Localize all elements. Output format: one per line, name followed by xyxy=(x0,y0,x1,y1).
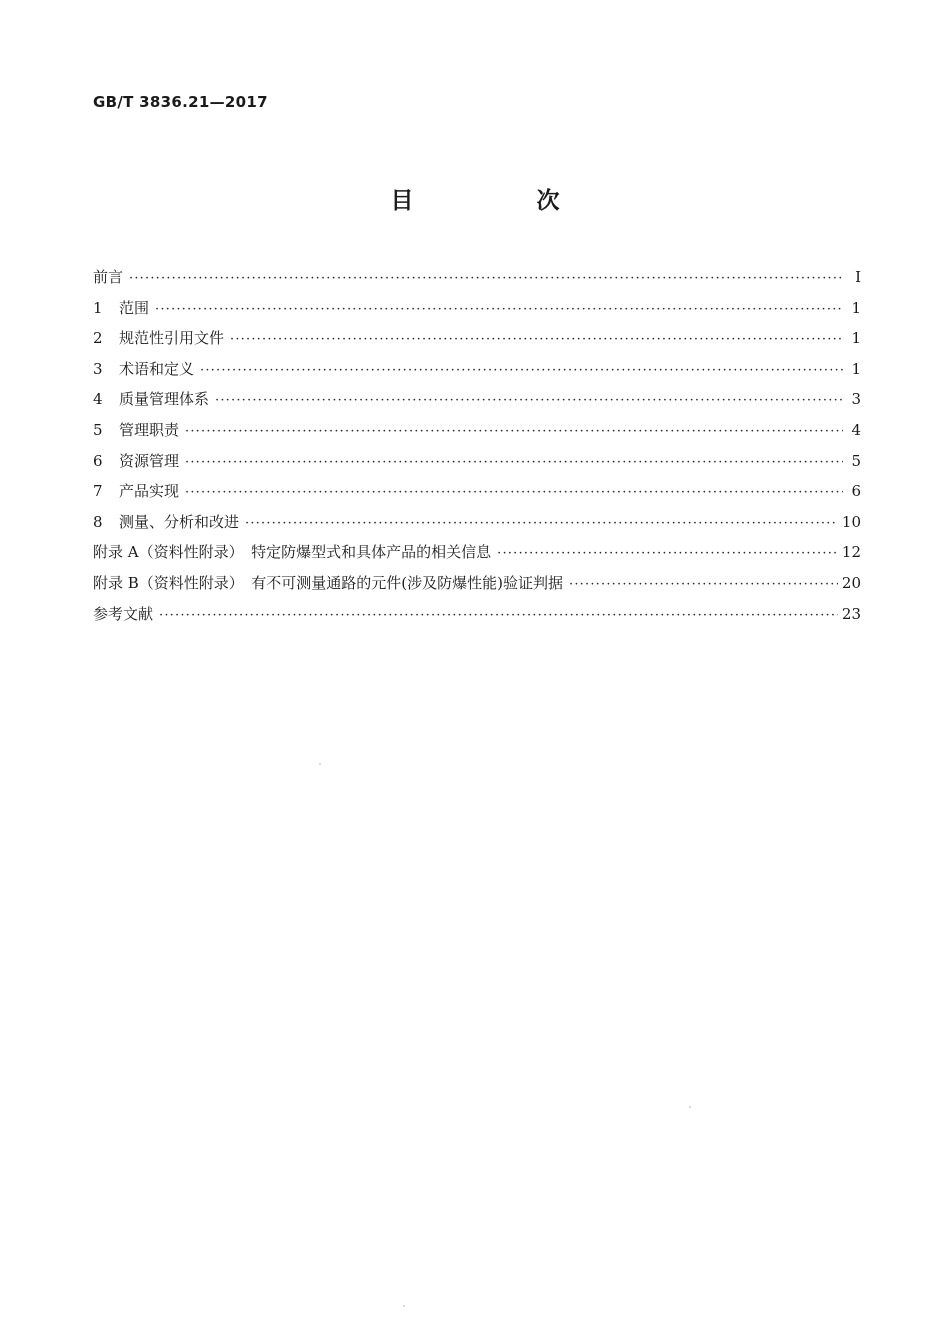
toc-title: 目 次 xyxy=(390,188,610,214)
toc-entry-label: 资源管理 xyxy=(119,451,180,470)
scan-speck xyxy=(403,1305,405,1307)
toc-entry-foreword[interactable] xyxy=(93,262,861,293)
dot-leader xyxy=(245,509,838,540)
toc-entry-page: 1 xyxy=(851,329,861,348)
toc-entry-label: 范围 xyxy=(119,298,150,317)
toc-entry-label: 质量管理体系 xyxy=(119,390,210,409)
toc-entry-label: 参考文献 xyxy=(93,604,154,623)
toc-entry-page: 10 xyxy=(841,512,861,531)
toc-entry-label: 附录 A（资料性附录） 特定防爆型式和具体产品的相关信息 xyxy=(93,543,492,562)
toc-entry-number: 1 xyxy=(93,298,103,317)
toc-entry-number: 2 xyxy=(93,329,103,348)
toc-entry-label: 测量、分析和改进 xyxy=(119,512,240,531)
toc-entry-page: 20 xyxy=(841,573,861,592)
toc-entry-terms-definitions[interactable] xyxy=(93,354,861,385)
toc-entry-bibliography[interactable] xyxy=(93,599,861,630)
toc-entry-page: 3 xyxy=(851,390,861,409)
dot-leader xyxy=(185,448,843,479)
dot-leader xyxy=(185,478,843,509)
toc-entry-measurement-analysis-improvement[interactable] xyxy=(93,507,861,538)
toc-entry-number: 8 xyxy=(93,512,103,531)
toc-entry-annex-b[interactable] xyxy=(93,568,861,599)
toc-entry-management-responsibility[interactable] xyxy=(93,415,861,446)
dot-leader xyxy=(215,386,843,417)
toc-entry-label: 管理职责 xyxy=(119,420,180,439)
dot-leader xyxy=(159,601,838,632)
toc-entry-number: 4 xyxy=(93,390,103,409)
toc-entry-annex-a[interactable] xyxy=(93,537,861,568)
dot-leader xyxy=(155,295,843,326)
toc-entry-resource-management[interactable] xyxy=(93,446,861,477)
toc-entry-quality-management-system[interactable] xyxy=(93,384,861,415)
toc-entry-number: 6 xyxy=(93,451,103,470)
toc-entry-page: 4 xyxy=(851,420,861,439)
toc-entry-page: 23 xyxy=(841,604,861,623)
toc-entry-scope[interactable] xyxy=(93,293,861,324)
toc-entry-product-realization[interactable] xyxy=(93,476,861,507)
toc-entry-label: 附录 B（资料性附录） 有不可测量通路的元件(涉及防爆性能)验证判据 xyxy=(93,573,563,592)
scan-speck xyxy=(319,763,321,765)
dot-leader xyxy=(200,356,843,387)
toc-entry-page: 6 xyxy=(851,482,861,501)
dot-leader xyxy=(129,264,843,295)
toc-entry-page: 1 xyxy=(851,359,861,378)
dot-leader xyxy=(185,417,843,448)
toc-entry-page: Ⅰ xyxy=(855,268,861,286)
scan-speck xyxy=(689,1106,691,1108)
toc-entry-page: 5 xyxy=(851,451,861,470)
dot-leader xyxy=(230,325,843,356)
toc-entry-page: 1 xyxy=(851,298,861,317)
toc-entry-label: 规范性引用文件 xyxy=(119,329,225,348)
table-of-contents xyxy=(93,262,861,629)
toc-entry-label: 术语和定义 xyxy=(119,359,195,378)
toc-entry-normative-references[interactable] xyxy=(93,323,861,354)
dot-leader xyxy=(569,570,838,601)
document-code: GB/T 3836.21—2017 xyxy=(93,93,268,111)
toc-entry-number: 3 xyxy=(93,359,103,378)
toc-entry-number: 7 xyxy=(93,482,103,501)
dot-leader xyxy=(497,539,838,570)
toc-entry-page: 12 xyxy=(841,543,861,562)
toc-entry-number: 5 xyxy=(93,420,103,439)
toc-entry-label: 前言 xyxy=(93,268,124,286)
toc-entry-label: 产品实现 xyxy=(119,482,180,501)
